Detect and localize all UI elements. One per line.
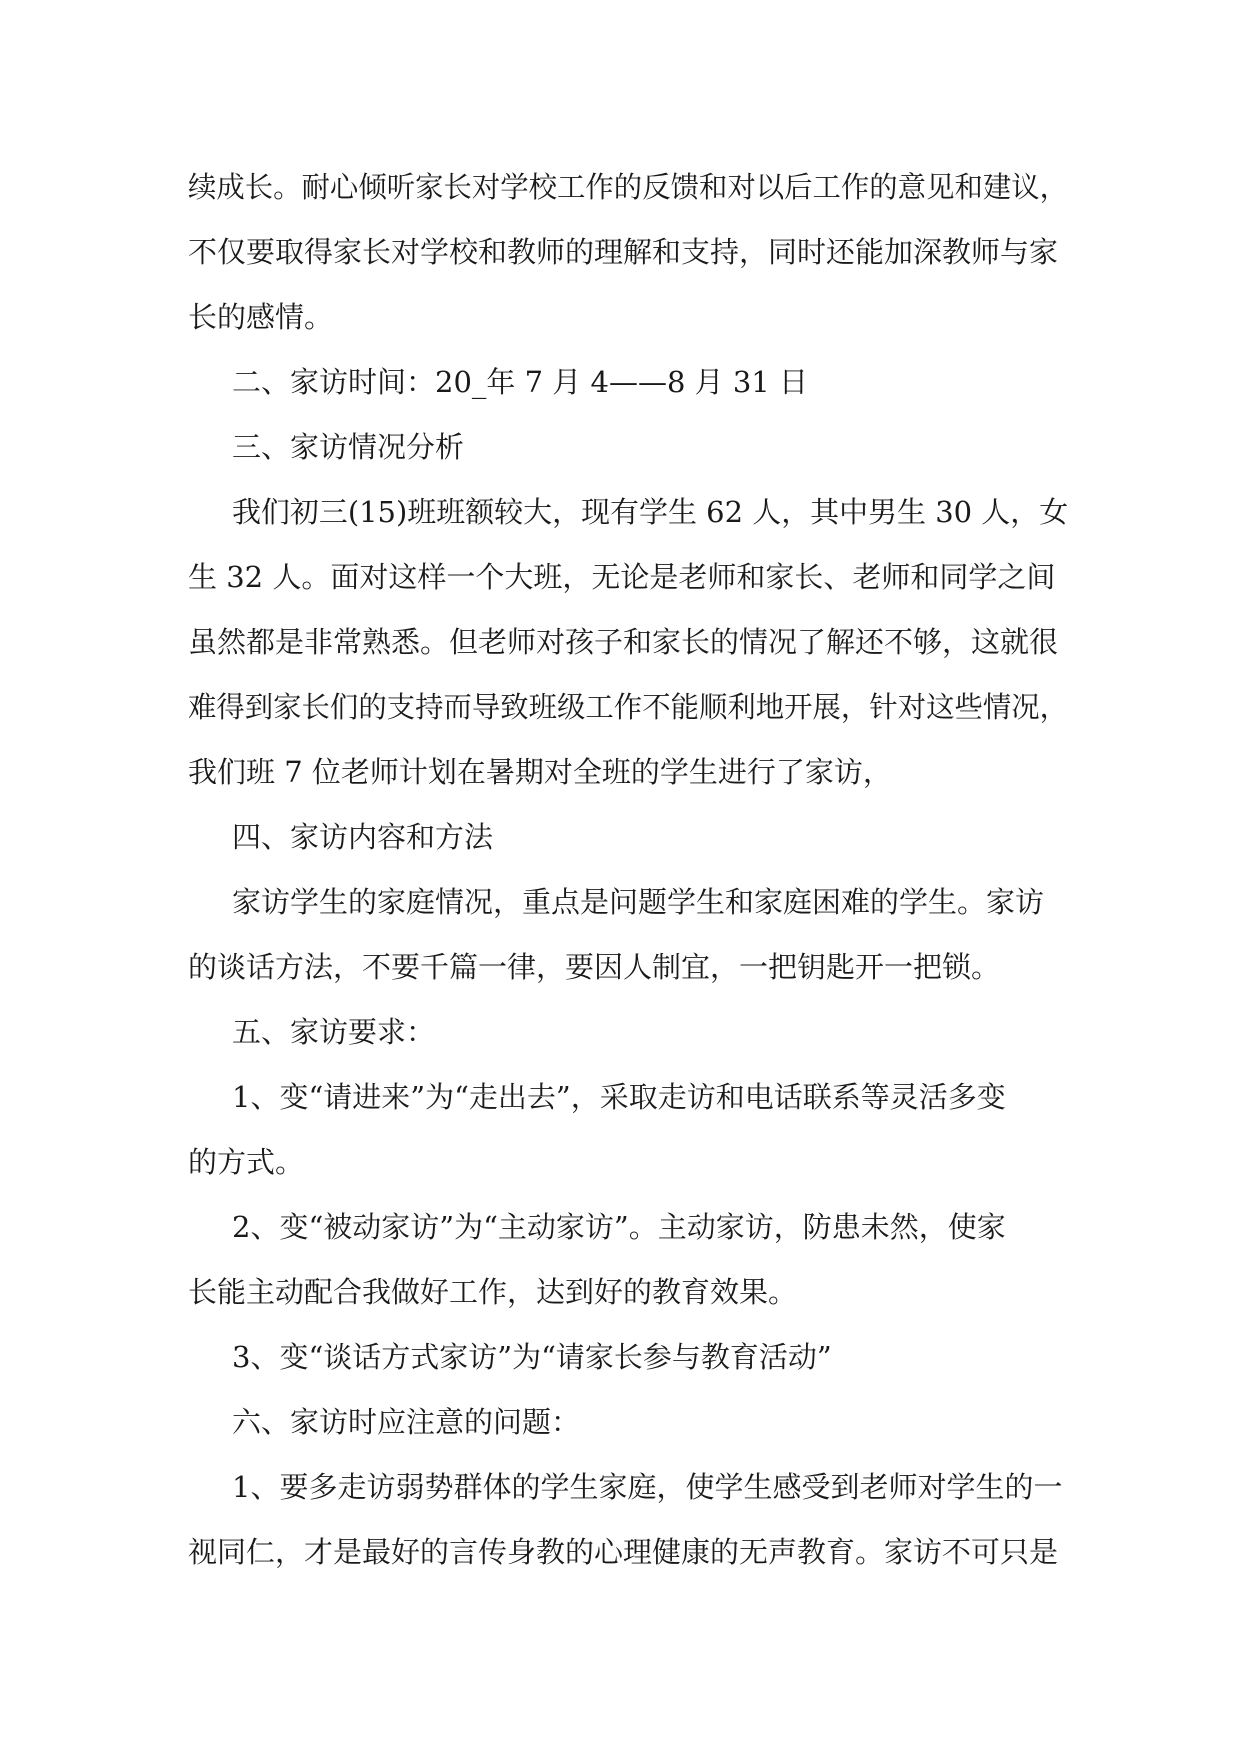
list-item: 1、变“请进来”为“走出去”，采取走访和电话联系等灵活多变 (232, 1080, 1006, 1114)
text-line: 虽然都是非常熟悉。但老师对孩子和家长的情况了解还不够，这就很 (188, 625, 1059, 659)
section-heading-notes: 六、家访时应注意的问题： (232, 1405, 581, 1439)
list-item: 2、变“被动家访”为“主动家访”。主动家访，防患未然，使家 (232, 1210, 1006, 1244)
section-heading-time: 二、家访时间：20_年 7 月 4——8 月 31 日 (232, 365, 808, 399)
text-line: 家访学生的家庭情况，重点是问题学生和家庭困难的学生。家访 (232, 885, 1045, 919)
text-line: 的方式。 (188, 1145, 305, 1179)
text-line: 长的感情。 (188, 300, 334, 334)
text-line: 长能主动配合我做好工作，达到好的教育效果。 (188, 1275, 798, 1309)
section-heading-content: 四、家访内容和方法 (232, 820, 494, 854)
text-line: 视同仁，才是最好的言传身教的心理健康的无声教育。家访不可只是 (188, 1535, 1059, 1569)
section-heading-analysis: 三、家访情况分析 (232, 430, 465, 464)
text-line: 我们初三(15)班班额较大，现有学生 62 人，其中男生 30 人，女 (231, 495, 1069, 529)
text-line: 生 32 人。面对这样一个大班，无论是老师和家长、老师和同学之间 (188, 560, 1056, 594)
list-item: 1、要多走访弱势群体的学生家庭，使学生感受到老师对学生的一 (232, 1470, 1063, 1504)
text-line: 不仅要取得家长对学校和教师的理解和支持，同时还能加深教师与家 (188, 235, 1059, 269)
text-line: 难得到家长们的支持而导致班级工作不能顺利地开展，针对这些情况， (188, 690, 1069, 724)
list-item: 3、变“谈话方式家访”为“请家长参与教育活动” (232, 1340, 832, 1374)
section-heading-requirements: 五、家访要求： (232, 1015, 436, 1049)
document-body (188, 155, 1068, 1585)
text-line: 我们班 7 位老师计划在暑期对全班的学生进行了家访， (188, 755, 892, 789)
text-line: 的谈话方法，不要千篇一律，要因人制宜，一把钥匙开一把锁。 (188, 950, 1001, 984)
text-line: 续成长。耐心倾听家长对学校工作的反馈和对以后工作的意见和建议， (188, 170, 1069, 204)
